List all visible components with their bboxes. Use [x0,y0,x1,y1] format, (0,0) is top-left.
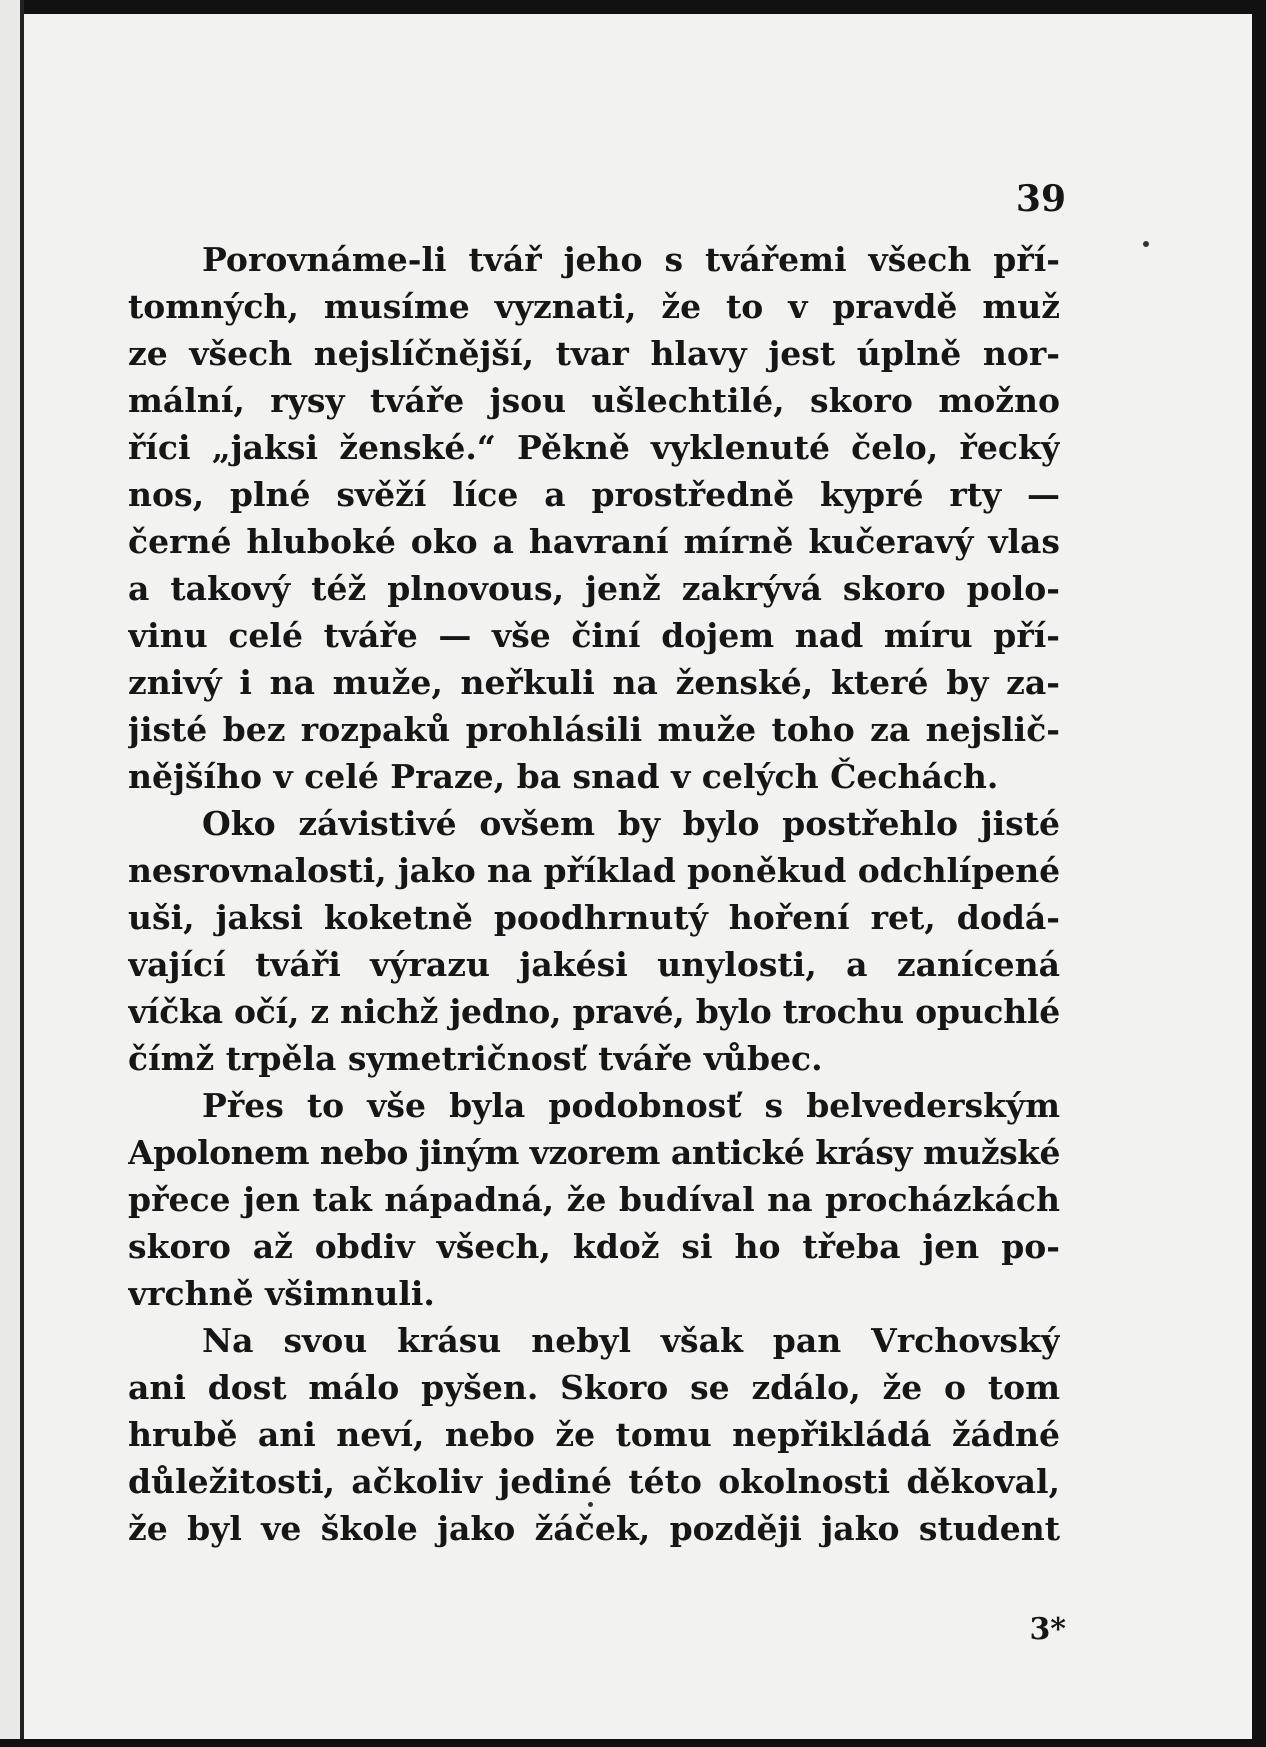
page-number: 39 [1015,178,1066,220]
text-line: důležitosti, ačkoliv jediné této okolnosti děkoval, [128,1462,1060,1501]
text-line: znivý i na muže, neřkuli na ženské, které by za- [128,663,1060,702]
text-line: vrchně všimnuli. [128,1274,435,1313]
text-line: Oko závistivé ovšem by bylo postřehlo jisté [202,804,1060,843]
text-line: nos, plné svěží líce a prostředně kypré rty — [128,475,1060,514]
text-line: tomných, musíme vyznati, že to v pravdě muž [128,287,1060,326]
text-line: Porovnáme-li tvář jeho s tvářemi všech pří- [202,240,1060,279]
text-line: ani dost málo pyšen. Skoro se zdálo, že o tom [128,1368,1060,1407]
text-line: přece jen tak nápadná, že budíval na procházkách [128,1180,1060,1219]
text-line: nějšího v celé Praze, ba snad v celých Čechách. [128,757,999,796]
scan-border-top [0,0,1266,14]
text-line: vinu celé tváře — vše činí dojem nad míru pří- [128,616,1060,655]
scan-border-bottom [0,1739,1266,1747]
text-line: skoro až obdiv všech, kdož si ho třeba jen po- [128,1227,1060,1266]
text-line: uši, jaksi koketně poodhrnutý hoření ret, dodá- [128,898,1060,937]
text-line: nesrovnalosti, jako na příklad poněkud odchlípené [128,851,1060,890]
book-gutter [0,0,24,1747]
text-line: Přes to vše byla podobnosť s belvederským [202,1086,1060,1125]
text-line: Na svou krásu nebyl však pan Vrchovský [202,1321,1060,1360]
text-line: že byl ve škole jako žáček, později jako student [128,1509,1060,1548]
scan-border-right [1252,0,1266,1747]
text-line: Apolonem nebo jiným vzorem antické krásy mužské [128,1133,1060,1172]
text-line: jisté bez rozpaků prohlásili muže toho za nejslič- [128,710,1060,749]
text-line: ze všech nejslíčnější, tvar hlavy jest úplně nor- [128,334,1060,373]
text-line: mální, rysy tváře jsou ušlechtilé, skoro možno [128,381,1060,420]
text-line: a takový též plnovous, jenž zakrývá skoro polo- [128,569,1060,608]
text-line: víčka očí, z nichž jedno, pravé, bylo trochu opuchlé [128,992,1060,1031]
text-line: říci „jaksi ženské.“ Pěkně vyklenuté čelo, řecký [128,428,1060,467]
text-line: vající tváři výrazu jakési unylosti, a zanícená [128,945,1060,984]
speck [1143,241,1149,247]
body-text [128,236,1060,1552]
text-line: černé hluboké oko a havraní mírně kučeravý vlas [128,522,1060,561]
text-line: čímž trpěla symetričnosť tváře vůbec. [128,1039,823,1078]
printer-signature-mark: 3* [1029,1612,1066,1647]
text-line: hrubě ani neví, nebo že tomu nepřikládá žádné [128,1415,1060,1454]
